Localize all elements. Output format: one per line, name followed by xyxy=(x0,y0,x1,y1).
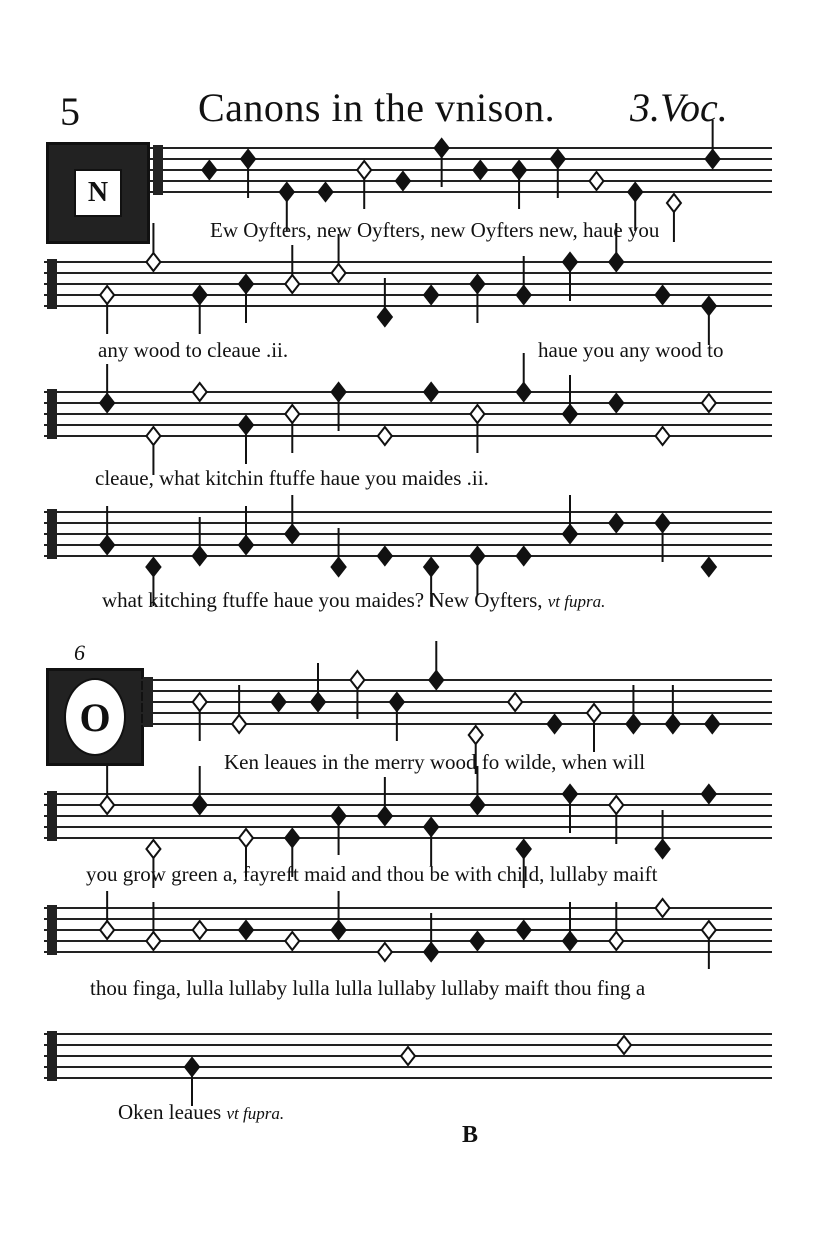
page-number: 5 xyxy=(60,89,80,134)
music-note xyxy=(609,796,623,844)
lyric-line-9 xyxy=(118,1100,284,1125)
music-note xyxy=(285,932,299,950)
music-note xyxy=(357,161,371,209)
music-note xyxy=(609,902,623,950)
music-note xyxy=(563,253,577,301)
music-note xyxy=(517,921,531,939)
music-note xyxy=(378,547,392,565)
music-note xyxy=(350,671,364,719)
lyric-line-5 xyxy=(102,588,605,613)
music-note xyxy=(424,818,438,866)
music-note xyxy=(146,223,160,271)
music-note xyxy=(378,943,392,961)
music-note xyxy=(429,641,443,689)
music-note xyxy=(424,913,438,961)
lyric-line-1: Ew Oyfters, new Oyfters, new Oyfters new, haue you xyxy=(210,218,660,242)
lyric-segment: Oken leaues xyxy=(118,1100,222,1124)
lyric-line-7: you grow green a, fayreft maid and thou be with child, lullaby maift xyxy=(86,862,658,886)
signature-mark: B xyxy=(462,1122,479,1148)
music-note xyxy=(470,275,484,323)
lyric-line-2: any wood to cleaue .ii. xyxy=(98,338,289,362)
music-note xyxy=(332,383,346,431)
lyric-segment: what kitching ftuffe haue you maides? xyxy=(102,588,425,612)
lyric-segment: New Oyfters, xyxy=(429,588,543,612)
canon-number: 6 xyxy=(74,640,85,665)
music-note xyxy=(551,150,565,198)
notes xyxy=(100,120,720,1106)
music-note xyxy=(470,405,484,453)
music-note xyxy=(587,704,601,752)
initial-letter-n: N xyxy=(74,169,122,217)
music-note xyxy=(378,278,392,326)
music-note xyxy=(396,172,410,190)
music-note xyxy=(706,120,720,168)
clef-block xyxy=(48,906,56,954)
clef-block xyxy=(48,792,56,840)
music-note xyxy=(609,394,623,412)
lyric-line-4: cleaue, what kitchin ftuffe haue you maides .ii. xyxy=(95,466,489,490)
music-note xyxy=(656,899,670,917)
music-note xyxy=(656,427,670,445)
music-note xyxy=(193,286,207,334)
clef-block xyxy=(48,1032,56,1080)
music-note xyxy=(656,810,670,858)
music-note xyxy=(100,891,114,939)
music-note xyxy=(473,161,487,179)
music-note xyxy=(100,506,114,554)
music-note xyxy=(702,921,716,969)
music-note xyxy=(193,921,207,939)
music-note xyxy=(656,286,670,304)
music-note xyxy=(563,375,577,423)
initial-letter-o: O xyxy=(64,678,126,756)
music-note xyxy=(100,286,114,334)
music-note xyxy=(241,150,255,198)
music-note xyxy=(202,161,216,179)
music-note xyxy=(100,364,114,412)
music-note xyxy=(702,394,716,412)
music-note xyxy=(626,685,640,733)
music-note xyxy=(667,194,681,242)
clef-block xyxy=(48,510,56,558)
clef-block xyxy=(48,390,56,438)
music-note xyxy=(378,777,392,825)
clef-block xyxy=(154,146,162,194)
page-title: Canons in the vnison. xyxy=(198,85,556,130)
music-note xyxy=(656,514,670,562)
music-note xyxy=(702,558,716,576)
music-note xyxy=(705,715,719,733)
music-note xyxy=(424,383,438,401)
music-note xyxy=(239,921,253,939)
music-note xyxy=(146,902,160,950)
music-note xyxy=(193,693,207,741)
music-note xyxy=(311,663,325,711)
music-note xyxy=(508,693,522,711)
clef-block xyxy=(48,260,56,308)
music-note xyxy=(563,902,577,950)
music-note xyxy=(563,785,577,833)
music-note xyxy=(548,715,562,733)
lyric-vt-supra: vt fupra. xyxy=(226,1104,285,1123)
clef-block xyxy=(144,678,152,726)
music-note xyxy=(378,427,392,445)
music-note xyxy=(193,766,207,814)
music-note xyxy=(239,416,253,464)
music-note xyxy=(319,183,333,201)
music-note xyxy=(390,693,404,741)
music-note xyxy=(563,495,577,543)
music-note xyxy=(185,1058,199,1106)
music-note xyxy=(590,172,604,190)
music-note xyxy=(285,405,299,453)
lyric-line-6: Ken leaues in the merry wood fo wilde, when will xyxy=(224,750,646,774)
lyric-line-3: haue you any wood to xyxy=(538,338,724,362)
music-note xyxy=(193,383,207,401)
music-note xyxy=(517,547,531,565)
music-note xyxy=(470,932,484,950)
music-note xyxy=(272,693,286,711)
music-note xyxy=(193,517,207,565)
music-note xyxy=(517,353,531,401)
music-note xyxy=(401,1047,415,1065)
music-note xyxy=(424,286,438,304)
music-note xyxy=(232,685,246,733)
music-note xyxy=(702,785,716,803)
lyric-vt-supra: vt fupra. xyxy=(547,592,606,611)
music-note xyxy=(617,1036,631,1054)
lyric-line-8: thou finga, lulla lullaby lulla lulla lullaby lullaby maift thou fing a xyxy=(90,976,646,1000)
music-note xyxy=(332,528,346,576)
music-note xyxy=(239,506,253,554)
music-note xyxy=(666,685,680,733)
music-note xyxy=(435,139,449,187)
music-note xyxy=(332,807,346,855)
music-note xyxy=(609,514,623,532)
music-note xyxy=(239,275,253,323)
music-note xyxy=(285,495,299,543)
voices-label: 3.Voc. xyxy=(630,85,728,130)
music-note xyxy=(285,245,299,293)
music-note xyxy=(512,161,526,209)
music-note xyxy=(332,891,346,939)
music-note xyxy=(100,766,114,814)
music-note xyxy=(517,256,531,304)
